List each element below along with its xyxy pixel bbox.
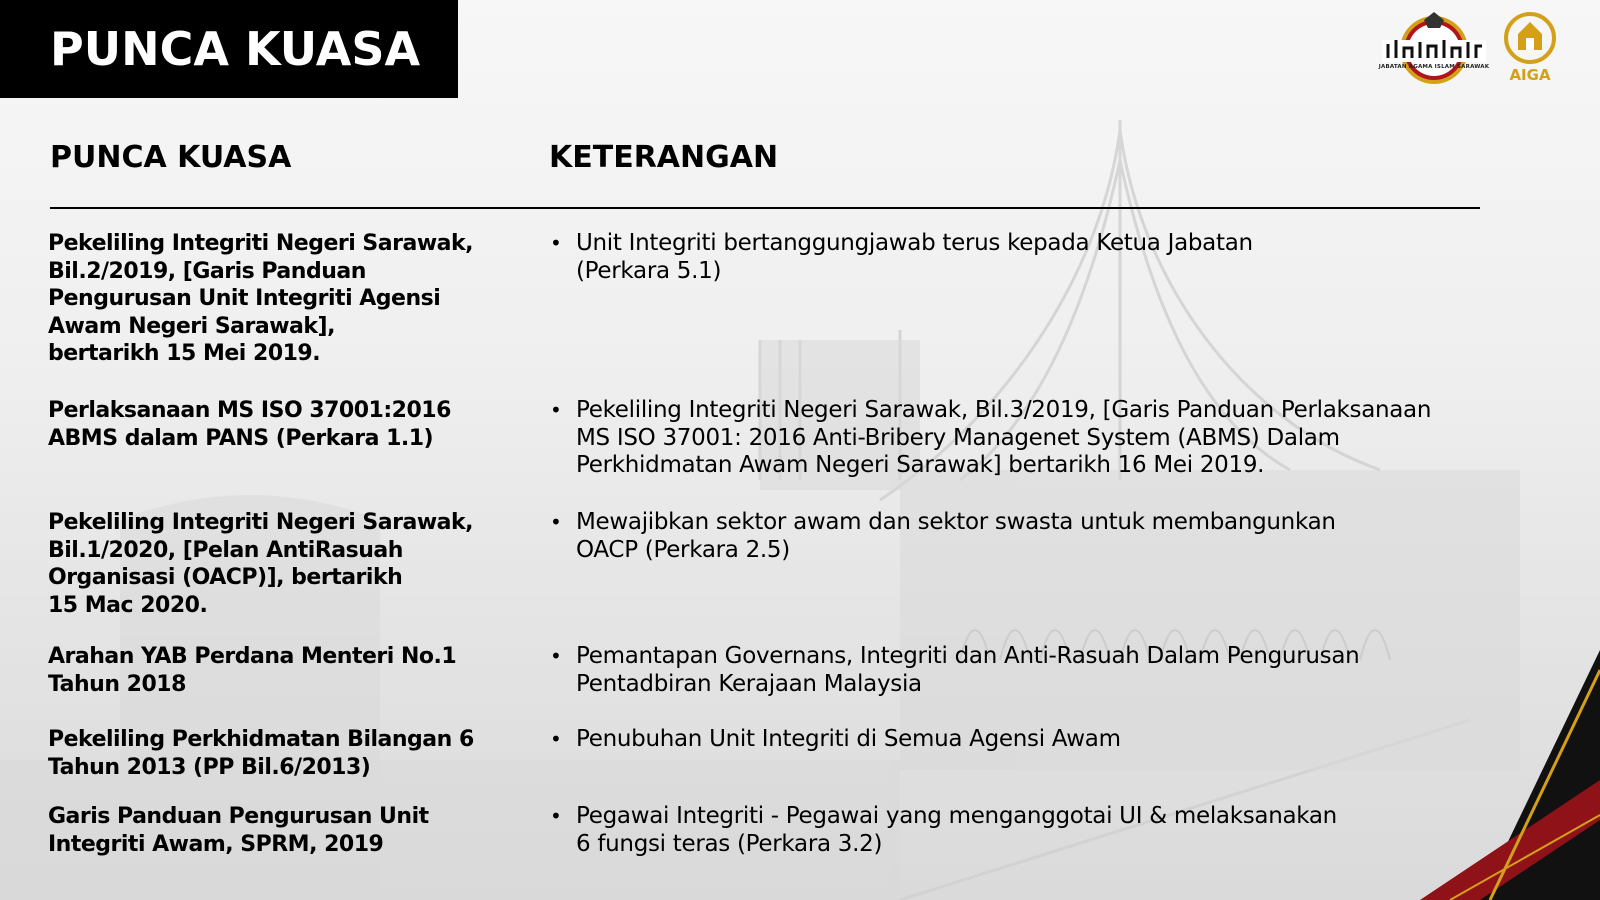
column-header-description: KETERANGAN — [549, 140, 779, 175]
source-cell — [48, 803, 488, 858]
column-header-source: PUNCA KUASA — [50, 140, 292, 175]
aiga-emblem-icon — [1500, 10, 1560, 66]
bullet-icon: • — [550, 231, 562, 255]
page-title: PUNCA KUASA — [50, 22, 421, 76]
description-cell — [548, 643, 1448, 698]
bullet-icon: • — [550, 727, 562, 751]
description-text: Pegawai Integriti - Pegawai yang menganggotai UI & melaksanakan 6 fungsi teras (Perkara 3.2) — [576, 803, 1337, 857]
source-cell — [48, 726, 488, 781]
source-cell — [48, 397, 488, 452]
description-text: Pemantapan Governans, Integriti dan Anti-Rasuah Dalam Pengurusan Pentadbiran Kerajaan Malaysia — [576, 643, 1360, 697]
bullet-icon: • — [550, 398, 562, 422]
source-text: Garis Panduan Pengurusan Unit Integriti Awam, SPRM, 2019 — [48, 804, 429, 857]
description-cell — [548, 803, 1448, 858]
aiga-logo-text: AIGA — [1509, 66, 1551, 84]
logo-group — [1378, 10, 1560, 88]
description-cell — [548, 230, 1448, 285]
description-cell — [548, 726, 1448, 754]
source-text: Arahan YAB Perdana Menteri No.1 Tahun 2018 — [48, 644, 457, 697]
aiga-logo — [1500, 10, 1560, 88]
description-text: Unit Integriti bertanggungjawab terus kepada Ketua Jabatan (Perkara 5.1) — [576, 230, 1253, 284]
source-text: Pekeliling Perkhidmatan Bilangan 6 Tahun 2013 (PP Bil.6/2013) — [48, 727, 474, 780]
source-cell — [48, 230, 488, 368]
jais-logo — [1378, 10, 1490, 88]
header-divider — [50, 207, 1480, 209]
source-cell — [48, 509, 488, 619]
description-text: Pekeliling Integriti Negeri Sarawak, Bil.3/2019, [Garis Panduan Perlaksanaan MS ISO 37001: 2016 Anti-Bribery Managenet System (ABMS) Dalam Perkhidmatan Awam Negeri Sarawak] bertarikh 16 Mei 2019. — [576, 397, 1432, 478]
bullet-icon: • — [550, 804, 562, 828]
jais-logo-text: JABATAN AGAMA ISLAM SARAWAK — [1378, 64, 1490, 70]
description-cell — [548, 509, 1448, 564]
source-cell — [48, 643, 488, 698]
source-text: Pekeliling Integriti Negeri Sarawak, Bil.1/2020, [Pelan AntiRasuah Organisasi (OACP)], bertarikh 15 Mac 2020. — [48, 510, 473, 618]
description-cell — [548, 397, 1448, 480]
description-text: Penubuhan Unit Integriti di Semua Agensi Awam — [576, 726, 1121, 752]
source-text: Pekeliling Integriti Negeri Sarawak, Bil.2/2019, [Garis Panduan Pengurusan Unit Integriti Agensi Awam Negeri Sarawak], bertarikh 15 Mei 2019. — [48, 231, 473, 366]
bullet-icon: • — [550, 644, 562, 668]
title-bar — [0, 0, 458, 98]
jais-emblem-icon — [1378, 10, 1490, 88]
source-text: Perlaksanaan MS ISO 37001:2016 ABMS dalam PANS (Perkara 1.1) — [48, 398, 451, 451]
description-text: Mewajibkan sektor awam dan sektor swasta untuk membangunkan OACP (Perkara 2.5) — [576, 509, 1336, 563]
bullet-icon: • — [550, 510, 562, 534]
